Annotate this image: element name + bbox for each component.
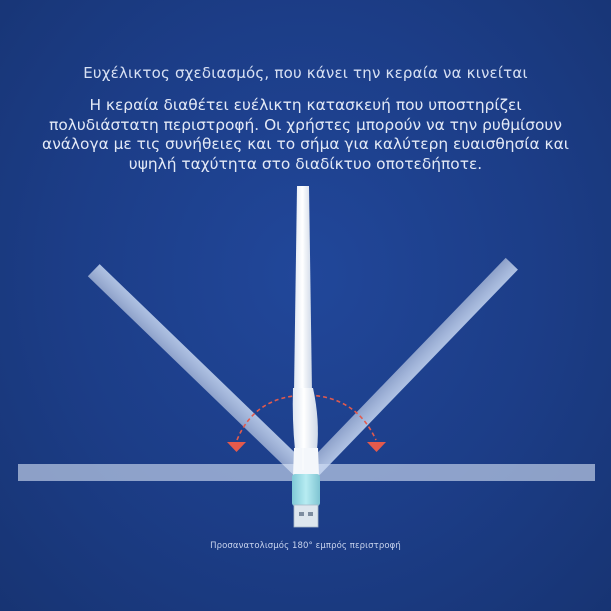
antenna	[293, 186, 319, 476]
feature-heading: Ευχέλικτος σχεδιασμός, που κάνει την κεραία να κινείται	[83, 64, 528, 82]
feature-description: Η κεραία διαθέτει ευέλικτη κατασκευή που υποστηρίζει πολυδιάστατη περιστροφή. Οι χρήστες μπορούν να την ρυθμίσουν ανάλογα με τις συνήθειες και το σήμα για καλύτερη ευαισθησία και υψηλή ταχύτητα στο διαδίκτυο οποτεδήποτε.	[42, 96, 569, 173]
usb-adapter	[292, 474, 320, 527]
ghost-antenna-left	[88, 264, 308, 478]
ghost-antenna-right	[304, 258, 518, 478]
rotation-caption: Προσανατολισμός 180° εμπρός περιστροφή	[210, 541, 401, 551]
arrow-left-icon	[227, 442, 246, 452]
arrow-right-icon	[367, 442, 386, 452]
